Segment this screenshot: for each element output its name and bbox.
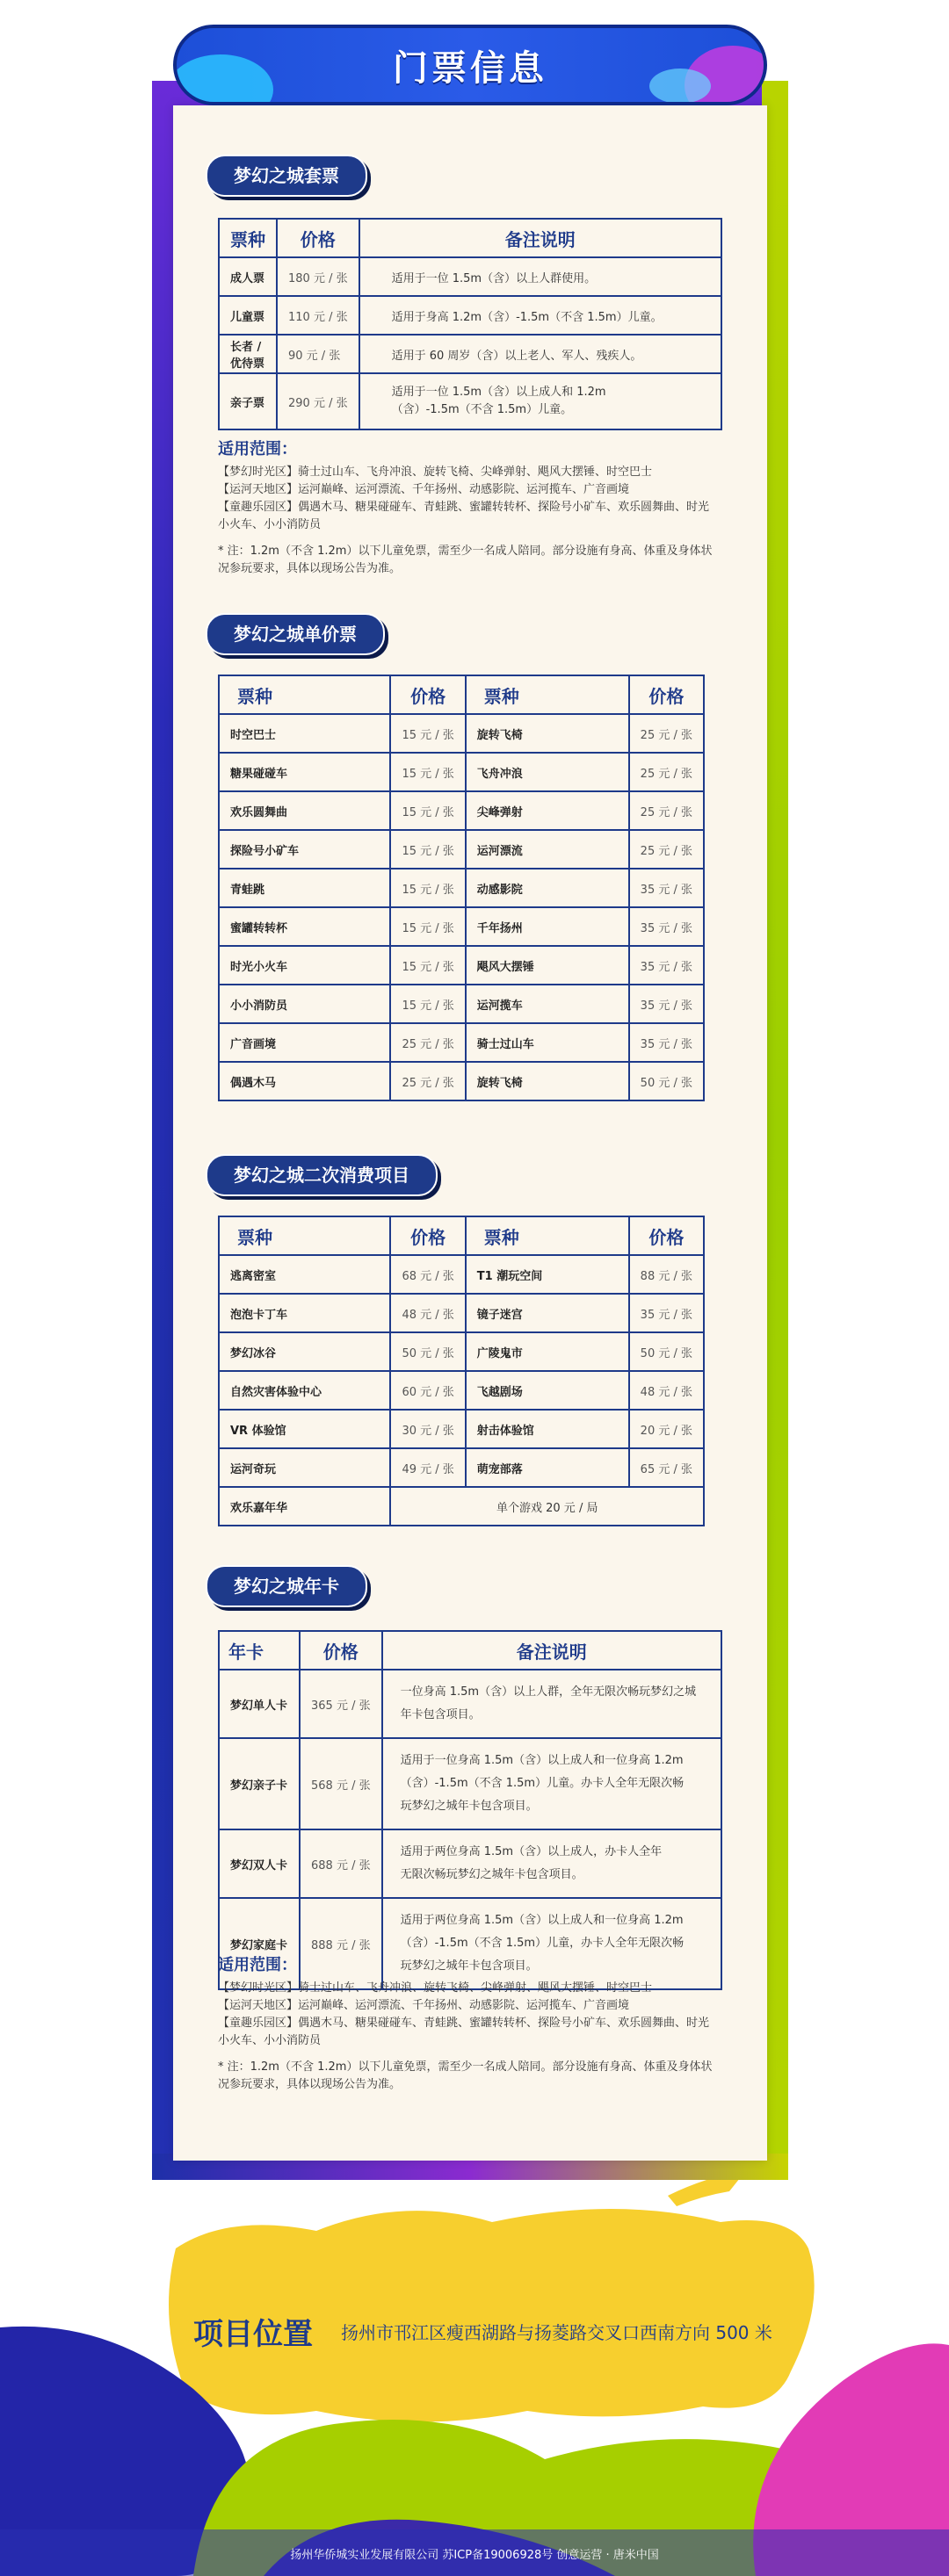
item-name: 逃离密室 bbox=[219, 1255, 390, 1294]
ticket-name: 旋转飞椅 bbox=[466, 1062, 629, 1100]
ticket-price: 15 元 / 张 bbox=[390, 714, 465, 753]
scope-line: 【童趣乐园区】偶遇木马、糖果碰碰车、青蛙跳、蜜罐转转杯、探险号小矿车、欢乐圆舞曲、时光小火车、小小消防员 bbox=[218, 2017, 710, 2047]
card-price: 888 元 / 张 bbox=[300, 1898, 382, 1989]
page-title: 门票信息 bbox=[393, 48, 547, 89]
table-row bbox=[219, 1255, 704, 1294]
table-header: 价格 bbox=[300, 1631, 382, 1670]
item-name: 射击体验馆 bbox=[466, 1410, 629, 1448]
scope-line: 【运河天地区】运河巅峰、运河漂流、千年扬州、动感影院、运河揽车、广音画境 bbox=[218, 1999, 630, 2012]
card-name: 梦幻家庭卡 bbox=[219, 1898, 300, 1989]
ticket-price: 15 元 / 张 bbox=[390, 830, 465, 869]
table-header: 价格 bbox=[390, 1216, 465, 1255]
ticket-price: 25 元 / 张 bbox=[629, 830, 704, 869]
table-header: 票种 bbox=[219, 675, 390, 714]
item-price: 65 元 / 张 bbox=[629, 1448, 704, 1487]
table-row bbox=[219, 830, 704, 869]
ticket-note: 适用于 60 周岁（含）以上老人、军人、残疾人。 bbox=[359, 335, 721, 373]
table-header-row bbox=[219, 675, 704, 714]
table-row bbox=[219, 1448, 704, 1487]
item-price: 49 元 / 张 bbox=[390, 1448, 465, 1487]
ticket-note: 适用于一位 1.5m（含）以上人群使用。 bbox=[359, 257, 721, 296]
table-header: 备注说明 bbox=[359, 219, 721, 257]
ticket-price: 35 元 / 张 bbox=[629, 985, 704, 1023]
item-name: 泡泡卡丁车 bbox=[219, 1294, 390, 1332]
ticket-name: 糖果碰碰车 bbox=[219, 753, 390, 791]
ticket-price: 25 元 / 张 bbox=[390, 1062, 465, 1100]
ticket-name: 成人票 bbox=[219, 257, 277, 296]
scope-title: 适用范围： bbox=[218, 1956, 297, 1974]
item-price: 50 元 / 张 bbox=[390, 1332, 465, 1371]
ticket-name: 儿童票 bbox=[219, 296, 277, 335]
ticket-name: 飓风大摆锤 bbox=[466, 946, 629, 985]
ticket-price: 180 元 / 张 bbox=[277, 257, 359, 296]
table-row bbox=[219, 1332, 704, 1371]
item-name: 欢乐嘉年华 bbox=[219, 1487, 390, 1526]
table-header: 价格 bbox=[277, 219, 359, 257]
table-row bbox=[219, 296, 721, 335]
ticket-name: 偶遇木马 bbox=[219, 1062, 390, 1100]
ticket-name: 蜜罐转转杯 bbox=[219, 907, 390, 946]
item-name: 自然灾害体验中心 bbox=[219, 1371, 390, 1410]
ticket-name: 欢乐圆舞曲 bbox=[219, 791, 390, 830]
ticket-name: 探险号小矿车 bbox=[219, 830, 390, 869]
ticket-price: 15 元 / 张 bbox=[390, 753, 465, 791]
item-name: 萌宠部落 bbox=[466, 1448, 629, 1487]
table-header: 价格 bbox=[629, 1216, 704, 1255]
scope-title: 适用范围： bbox=[218, 440, 297, 458]
item-name: 飞越剧场 bbox=[466, 1371, 629, 1410]
ticket-note: 适用于一位 1.5m（含）以上成人和 1.2m（含）-1.5m（不含 1.5m）儿童。 bbox=[359, 373, 721, 429]
ticket-name: 动感影院 bbox=[466, 869, 629, 907]
table-header: 票种 bbox=[466, 1216, 629, 1255]
ticket-price: 110 元 / 张 bbox=[277, 296, 359, 335]
scope-note: * 注：1.2m（不含 1.2m）以下儿童免票，需至少一名成人陪同。部分设施有身高、体重及身体状况参玩要求，具体以现场公告为准。 bbox=[218, 545, 713, 575]
section-title-package: 梦幻之城套票 bbox=[206, 155, 367, 197]
card-note: 适用于一位身高 1.5m（含）以上成人和一位身高 1.2m（含）-1.5m（不含 1.5m）儿童。办卡人全年无限次畅玩梦幻之城年卡包含项目。 bbox=[382, 1738, 721, 1829]
item-price: 35 元 / 张 bbox=[629, 1294, 704, 1332]
ticket-price: 35 元 / 张 bbox=[629, 907, 704, 946]
table-header-row bbox=[219, 1631, 721, 1670]
table-row bbox=[219, 1294, 704, 1332]
table-header: 价格 bbox=[629, 675, 704, 714]
item-name: 广陵鬼市 bbox=[466, 1332, 629, 1371]
ticket-price: 15 元 / 张 bbox=[390, 791, 465, 830]
table-row bbox=[219, 1487, 704, 1526]
ticket-name: 小小消防员 bbox=[219, 985, 390, 1023]
table-row bbox=[219, 869, 704, 907]
table-row bbox=[219, 257, 721, 296]
item-name: 梦幻冰谷 bbox=[219, 1332, 390, 1371]
ticket-name: 尖峰弹射 bbox=[466, 791, 629, 830]
table-row bbox=[219, 1062, 704, 1100]
item-price: 48 元 / 张 bbox=[629, 1371, 704, 1410]
ticket-name: 亲子票 bbox=[219, 373, 277, 429]
table-row bbox=[219, 907, 704, 946]
card-name: 梦幻单人卡 bbox=[219, 1670, 300, 1738]
scope-line: 【梦幻时光区】骑士过山车、飞舟冲浪、旋转飞椅、尖峰弹射、飓风大摆锤、时空巴士 bbox=[218, 1981, 653, 1995]
table-row bbox=[219, 335, 721, 373]
ticket-price: 290 元 / 张 bbox=[277, 373, 359, 429]
card-price: 568 元 / 张 bbox=[300, 1738, 382, 1829]
table-header-row bbox=[219, 1216, 704, 1255]
section-title-single: 梦幻之城单价票 bbox=[206, 613, 385, 655]
item-price: 20 元 / 张 bbox=[629, 1410, 704, 1448]
table-row bbox=[219, 791, 704, 830]
card-note: 适用于两位身高 1.5m（含）以上成人和一位身高 1.2m（含）-1.5m（不含 1.5m）儿童，办卡人全年无限次畅玩梦幻之城年卡包含项目。 bbox=[382, 1898, 721, 1989]
package-ticket-table bbox=[218, 218, 722, 430]
item-price: 60 元 / 张 bbox=[390, 1371, 465, 1410]
scope-line: 【运河天地区】运河巅峰、运河漂流、千年扬州、动感影院、运河揽车、广音画境 bbox=[218, 483, 630, 496]
extra-consumption-table bbox=[218, 1216, 705, 1526]
table-row bbox=[219, 1738, 721, 1829]
ticket-name: 时光小火车 bbox=[219, 946, 390, 985]
ticket-note: 适用于身高 1.2m（含）-1.5m（不含 1.5m）儿童。 bbox=[359, 296, 721, 335]
table-row bbox=[219, 1023, 704, 1062]
ticket-price: 25 元 / 张 bbox=[390, 1023, 465, 1062]
table-header: 备注说明 bbox=[382, 1631, 721, 1670]
item-price: 68 元 / 张 bbox=[390, 1255, 465, 1294]
table-header-row bbox=[219, 219, 721, 257]
card-note: 一位身高 1.5m（含）以上人群，全年无限次畅玩梦幻之城年卡包含项目。 bbox=[382, 1670, 721, 1738]
section-title-annual: 梦幻之城年卡 bbox=[206, 1565, 367, 1607]
item-price: 50 元 / 张 bbox=[629, 1332, 704, 1371]
ticket-price: 15 元 / 张 bbox=[390, 985, 465, 1023]
ticket-name: 千年扬州 bbox=[466, 907, 629, 946]
item-name: T1 潮玩空间 bbox=[466, 1255, 629, 1294]
ticket-price: 35 元 / 张 bbox=[629, 869, 704, 907]
ticket-price: 35 元 / 张 bbox=[629, 946, 704, 985]
ticket-name: 运河揽车 bbox=[466, 985, 629, 1023]
ticket-price: 25 元 / 张 bbox=[629, 714, 704, 753]
table-header: 票种 bbox=[466, 675, 629, 714]
ticket-name: 青蛙跳 bbox=[219, 869, 390, 907]
location-title: 项目位置 bbox=[193, 2317, 313, 2352]
table-header: 票种 bbox=[219, 1216, 390, 1255]
ticket-price: 15 元 / 张 bbox=[390, 946, 465, 985]
card-name: 梦幻双人卡 bbox=[219, 1829, 300, 1898]
ticket-name: 广音画境 bbox=[219, 1023, 390, 1062]
ticket-name: 时空巴士 bbox=[219, 714, 390, 753]
table-row bbox=[219, 714, 704, 753]
item-name: 运河奇玩 bbox=[219, 1448, 390, 1487]
item-name: VR 体验馆 bbox=[219, 1410, 390, 1448]
footer-text: 扬州华侨城实业发展有限公司 苏ICP备19006928号 创意运营 · 唐米中国 bbox=[290, 2549, 659, 2562]
table-row bbox=[219, 373, 721, 429]
item-price: 48 元 / 张 bbox=[390, 1294, 465, 1332]
ticket-price: 25 元 / 张 bbox=[629, 791, 704, 830]
ticket-price: 90 元 / 张 bbox=[277, 335, 359, 373]
table-row bbox=[219, 985, 704, 1023]
table-header: 年卡 bbox=[219, 1631, 300, 1670]
page-header bbox=[173, 25, 767, 105]
scope-note: * 注：1.2m（不含 1.2m）以下儿童免票，需至少一名成人陪同。部分设施有身高、体重及身体状况参玩要求，具体以现场公告为准。 bbox=[218, 2060, 713, 2091]
single-ticket-table bbox=[218, 675, 705, 1101]
ticket-price: 35 元 / 张 bbox=[629, 1023, 704, 1062]
card-note: 适用于两位身高 1.5m（含）以上成人，办卡人全年无限次畅玩梦幻之城年卡包含项目。 bbox=[382, 1829, 721, 1898]
ticket-name: 运河漂流 bbox=[466, 830, 629, 869]
table-row bbox=[219, 1410, 704, 1448]
ticket-name: 长者 / 优待票 bbox=[219, 335, 277, 373]
table-row bbox=[219, 946, 704, 985]
table-header: 价格 bbox=[390, 675, 465, 714]
card-name: 梦幻亲子卡 bbox=[219, 1738, 300, 1829]
ticket-name: 飞舟冲浪 bbox=[466, 753, 629, 791]
location-address: 扬州市邗江区瘦西湖路与扬菱路交叉口西南方向 500 米 bbox=[341, 2322, 772, 2343]
item-price: 88 元 / 张 bbox=[629, 1255, 704, 1294]
table-header: 票种 bbox=[219, 219, 277, 257]
ticket-price: 15 元 / 张 bbox=[390, 869, 465, 907]
package-scope bbox=[218, 441, 719, 578]
table-row bbox=[219, 1371, 704, 1410]
annual-card-table bbox=[218, 1630, 722, 1990]
annual-scope bbox=[218, 1957, 719, 2094]
item-price: 30 元 / 张 bbox=[390, 1410, 465, 1448]
ticket-name: 旋转飞椅 bbox=[466, 714, 629, 753]
ticket-name: 骑士过山车 bbox=[466, 1023, 629, 1062]
scope-line: 【梦幻时光区】骑士过山车、飞舟冲浪、旋转飞椅、尖峰弹射、飓风大摆锤、时空巴士 bbox=[218, 465, 653, 479]
table-row bbox=[219, 753, 704, 791]
ticket-price: 25 元 / 张 bbox=[629, 753, 704, 791]
table-row bbox=[219, 1829, 721, 1898]
section-title-extra: 梦幻之城二次消费项目 bbox=[206, 1154, 438, 1196]
scope-line: 【童趣乐园区】偶遇木马、糖果碰碰车、青蛙跳、蜜罐转转杯、探险号小矿车、欢乐圆舞曲、时光小火车、小小消防员 bbox=[218, 501, 710, 531]
ticket-price: 15 元 / 张 bbox=[390, 907, 465, 946]
card-price: 688 元 / 张 bbox=[300, 1829, 382, 1898]
card-price: 365 元 / 张 bbox=[300, 1670, 382, 1738]
item-price: 单个游戏 20 元 / 局 bbox=[390, 1487, 704, 1526]
table-row bbox=[219, 1670, 721, 1738]
ticket-price: 50 元 / 张 bbox=[629, 1062, 704, 1100]
item-name: 镜子迷宫 bbox=[466, 1294, 629, 1332]
